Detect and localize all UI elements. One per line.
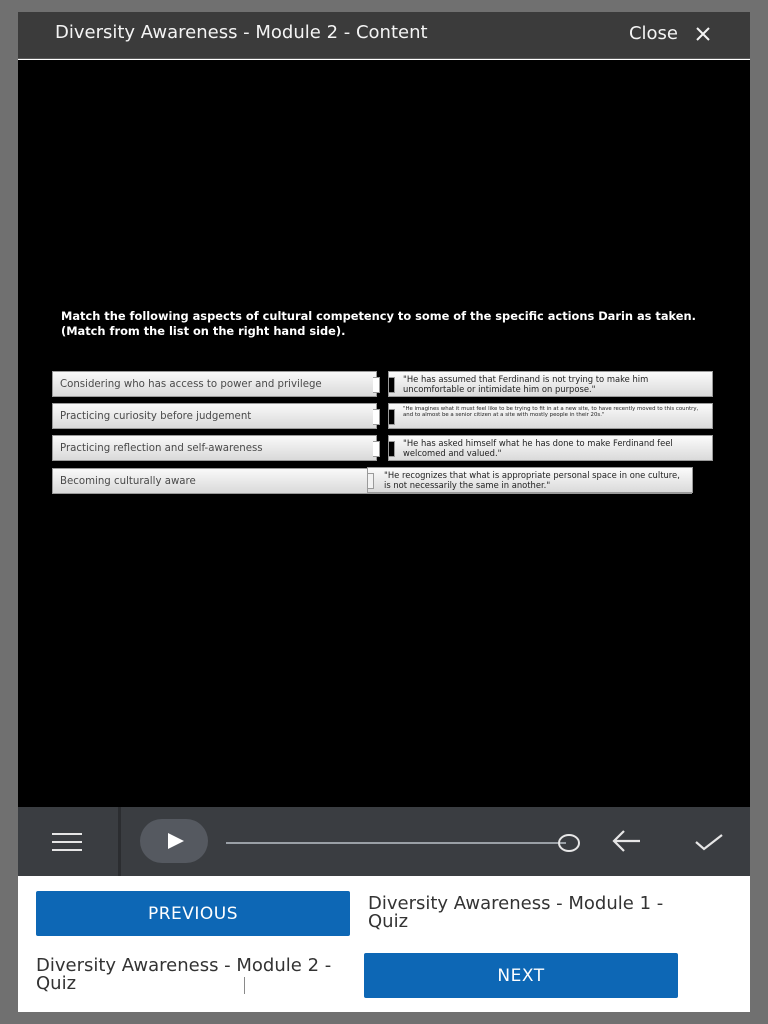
close-label: Close [628,23,678,44]
match-answer-text: "He imagines what it must feel like to be trying to fit in at a new site, to have recently moved to this country, and to almost be a senior citizen at a site with mostly people in their 20s." [403,406,699,419]
previous-lesson-title: Diversity Awareness - Module 1 - Quiz [368,893,664,932]
content-stage [18,60,750,807]
close-icon [694,25,712,43]
connector-socket [388,377,395,393]
match-answer-text: "He has assumed that Ferdinand is not trying to make him uncomfortable or intimidate him on purpose." [403,374,649,394]
match-target-label: Becoming culturally aware [60,475,196,487]
match-target-3[interactable] [52,435,377,461]
checkmark-icon[interactable] [690,827,728,855]
lesson-navigation [18,876,750,1012]
back-arrow-icon[interactable] [608,827,644,855]
next-button[interactable]: NEXT [364,953,678,998]
match-target-label: Considering who has access to power and privilege [60,378,322,390]
window-title: Diversity Awareness - Module 2 - Content [55,22,428,43]
activity-instructions: Match the following aspects of cultural competency to some of the specific actions Darin as taken. (Match from the list on the right hand side). [61,309,696,338]
match-answer-text: "He has asked himself what he has done to make Ferdinand feel welcomed and valued." [403,438,673,458]
match-answer-4[interactable] [367,467,693,493]
match-answer-2[interactable] [388,403,713,429]
title-bar [18,12,750,59]
next-lesson-title: Diversity Awareness - Module 2 - Quiz [36,955,332,994]
seek-knob[interactable] [558,834,580,852]
connector-socket [367,473,374,489]
match-target-label: Practicing curiosity before judgement [60,410,252,422]
connector-tab [373,377,380,393]
play-button[interactable] [140,819,208,863]
controls-divider [118,807,121,876]
match-answer-1[interactable] [388,371,713,397]
connector-socket [388,441,395,457]
connector-tab [373,409,380,425]
text-caret [244,977,245,994]
seek-bar[interactable] [226,842,566,844]
connector-socket [388,409,395,425]
player-controls [18,807,750,876]
connector-tab [373,441,380,457]
previous-button[interactable]: PREVIOUS [36,891,350,936]
play-icon [140,819,208,863]
match-target-label: Practicing reflection and self-awareness [60,442,263,454]
match-target-1[interactable] [52,371,377,397]
close-button[interactable] [629,23,712,44]
match-answer-3[interactable] [388,435,713,461]
menu-icon[interactable] [48,830,86,854]
lesson-viewer [18,12,750,1012]
match-target-2[interactable] [52,403,377,429]
match-answer-text: "He recognizes that what is appropriate personal space in one culture, is not necessarily the same in another." [384,470,680,490]
